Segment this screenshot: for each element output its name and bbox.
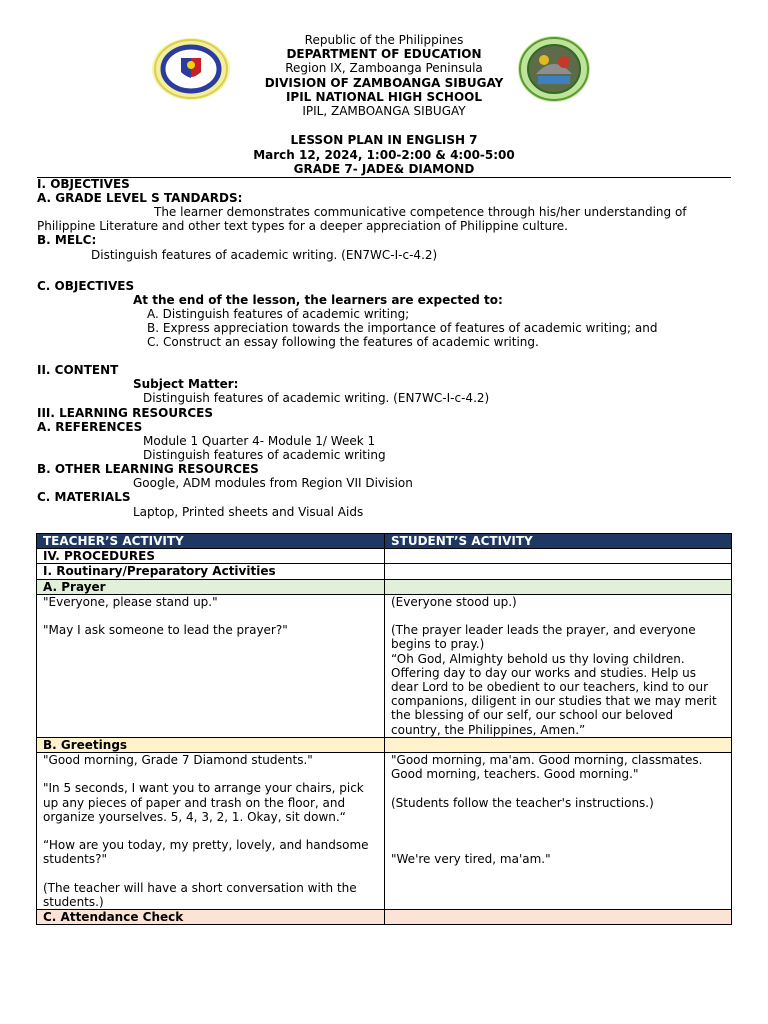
empty-cell	[385, 737, 732, 752]
department-line: DEPARTMENT OF EDUCATION	[286, 47, 482, 62]
other-resources-text: Google, ADM modules from Region VII Division	[133, 476, 413, 490]
table-row	[37, 910, 732, 925]
teacher-line: (The teacher will have a short conversation with the students.)	[43, 880, 357, 910]
student-line: (The prayer leader leads the prayer, and everyone begins to pray.)	[391, 623, 696, 652]
materials-heading: C. MATERIALS	[37, 490, 131, 504]
reference-line-1: Module 1 Quarter 4- Module 1/ Week 1	[143, 434, 376, 448]
lesson-title-block	[0, 133, 768, 177]
subject-matter-text: Distinguish features of academic writing. (EN7WC-I-c-4.2)	[143, 391, 490, 405]
lesson-grade: GRADE 7- JADE& DIAMOND	[293, 162, 475, 176]
routinary-cell: I. Routinary/Preparatory Activities	[37, 564, 385, 579]
empty-cell	[385, 910, 732, 925]
standards-text-2: Philippine Literature and other text types for a deeper appreciation of Philippine culture.	[37, 219, 568, 233]
region-line: Region IX, Zamboanga Peninsula	[285, 61, 483, 76]
references-heading: A. REFERENCES	[37, 420, 143, 434]
division-line: DIVISION OF ZAMBOANGA SIBUGAY	[264, 75, 504, 90]
greetings-student-cell	[385, 753, 732, 910]
empty-cell	[385, 564, 732, 579]
objective-item: B. Express appreciation towards the importance of features of academic writing; and	[147, 321, 658, 335]
table-row	[37, 737, 732, 752]
greetings-heading-cell: B. Greetings	[37, 737, 385, 752]
table-row	[37, 549, 732, 564]
republic-line: Republic of the Philippines	[304, 33, 464, 47]
header-divider	[37, 177, 731, 178]
table-row	[37, 579, 732, 594]
lesson-date: March 12, 2024, 1:00-2:00 & 4:00-5:00	[253, 147, 515, 162]
teacher-line: "In 5 seconds, I want you to arrange your chairs, pick up any pieces of paper and trash on the floor, and organize yourselves. 5, 4, 3, 2, 1. Okay, sit down.“	[43, 781, 364, 824]
prayer-heading-cell: A. Prayer	[37, 579, 385, 594]
materials-text: Laptop, Printed sheets and Visual Aids	[133, 505, 364, 519]
prayer-student-cell	[385, 594, 732, 737]
location-line: IPIL, ZAMBOANGA SIBUGAY	[302, 104, 466, 119]
teacher-activity-header: TEACHER’S ACTIVITY	[37, 534, 385, 549]
teacher-line: "Everyone, please stand up."	[43, 594, 218, 609]
procedures-table	[36, 533, 732, 925]
procedures-cell: IV. PROCEDURES	[37, 549, 385, 564]
table-row	[37, 564, 732, 579]
teacher-line: "Good morning, Grade 7 Diamond students."	[43, 753, 313, 768]
objectives-intro: At the end of the lesson, the learners are expected to:	[133, 293, 503, 307]
student-activity-header: STUDENT’S ACTIVITY	[385, 534, 732, 549]
prayer-teacher-cell	[37, 594, 385, 737]
student-line: (Students follow the teacher's instructions.)	[391, 795, 654, 810]
student-line: (Everyone stood up.)	[391, 594, 517, 609]
table-row	[37, 753, 732, 910]
school-line: IPIL NATIONAL HIGH SCHOOL	[285, 89, 483, 104]
reference-line-2: Distinguish features of academic writing	[143, 448, 386, 462]
learning-resources-heading: III. LEARNING RESOURCES	[37, 406, 213, 420]
lesson-title: LESSON PLAN IN ENGLISH 7	[290, 133, 478, 147]
objective-item: C. Construct an essay following the features of academic writing.	[147, 335, 539, 349]
standards-text-1: The learner demonstrates communicative competence through his/her understanding of	[154, 205, 687, 219]
student-line: “Oh God, Almighty behold us thy loving children. Offering day to day our works and studies. Help us dear Lord to be obedient to our teachers, kind to our companions, diligent in our studies that we may merit the blessing of our self, our school our beloved country, the Philippines, Amen.”	[391, 651, 717, 737]
empty-cell	[385, 579, 732, 594]
teacher-line: "May I ask someone to lead the prayer?"	[43, 623, 288, 638]
teacher-line: “How are you today, my pretty, lovely, and handsome students?"	[43, 838, 369, 867]
student-line: "Good morning, ma'am. Good morning, classmates. Good morning, teachers. Good morning."	[391, 753, 703, 782]
c-objectives-heading: C. OBJECTIVES	[37, 279, 135, 293]
melc-heading: B. MELC:	[37, 233, 97, 247]
other-resources-heading: B. OTHER LEARNING RESOURCES	[37, 462, 259, 476]
document-header	[0, 33, 768, 118]
standards-heading: A. GRADE LEVEL S TANDARDS:	[37, 191, 243, 205]
student-line: "We're very tired, ma'am."	[391, 852, 551, 867]
subject-matter-heading: Subject Matter:	[133, 377, 239, 391]
content-heading: II. CONTENT	[37, 363, 119, 377]
attendance-heading-cell: C. Attendance Check	[37, 910, 385, 925]
melc-text: Distinguish features of academic writing. (EN7WC-I-c-4.2)	[91, 248, 438, 262]
table-row	[37, 594, 732, 737]
greetings-teacher-cell	[37, 753, 385, 910]
objectives-heading: I. OBJECTIVES	[37, 177, 130, 191]
empty-cell	[385, 549, 732, 564]
objective-item: A. Distinguish features of academic writing;	[147, 307, 410, 321]
table-header-row	[37, 534, 732, 549]
